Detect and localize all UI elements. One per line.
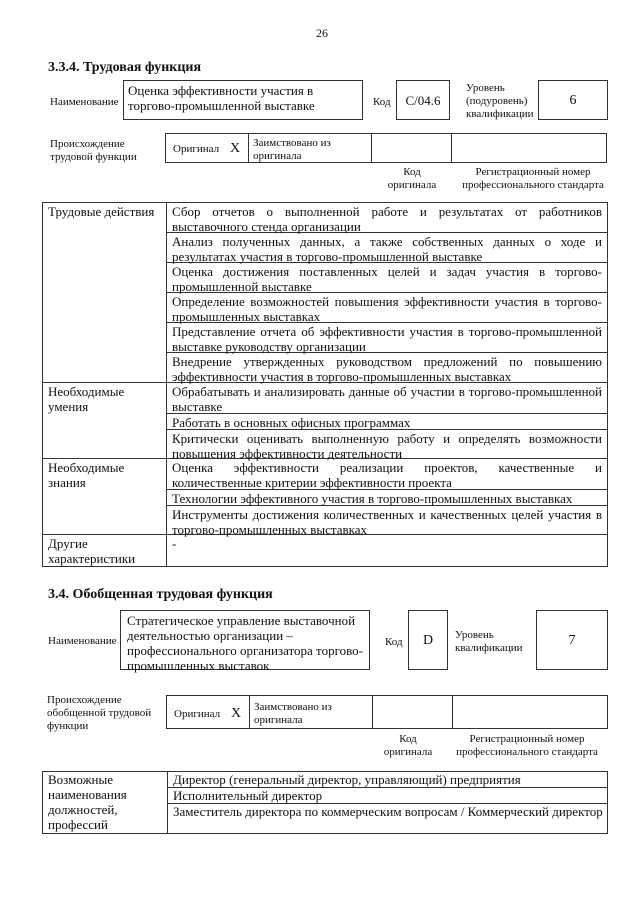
level-label: Уровень (подуровень) квалификации: [466, 82, 534, 120]
skill-item: Обрабатывать и анализировать данные об участии в торгово-промышленной выставке: [172, 384, 602, 414]
name-label: Наименование: [50, 96, 119, 108]
labor-action-item: Сбор отчетов о выполненной работе и результатах от работников выставочного стенда организации: [172, 204, 602, 234]
section-heading-3-4: 3.4. Обобщенная трудовая функция: [48, 587, 273, 602]
function-name-value: Оценка эффективности участия в торгово-промышленной выставке: [128, 83, 315, 113]
positions-label: Возможные наименования должностей, профессий: [48, 772, 127, 832]
code-label: Код: [373, 96, 391, 108]
borrowed-label: Заимствовано из оригинала: [253, 137, 331, 162]
original-mark: X: [231, 706, 242, 721]
other-item: -: [172, 536, 177, 551]
level-label: Уровень квалификации: [455, 629, 523, 654]
level-box: [536, 610, 608, 670]
knowledge-item: Инструменты достижения количественных и качественных целей участия в торгово-промышленных выставках: [172, 507, 602, 537]
labor-action-item: Оценка достижения поставленных целей и задач участия в торгово-промышленной выставке: [172, 264, 602, 294]
position-item: Исполнительный директор: [173, 788, 323, 803]
code-box: [396, 80, 450, 120]
level-value: 7: [568, 633, 576, 648]
level-box: [538, 80, 608, 120]
borrowed-label: Заимствовано из оригинала: [254, 701, 332, 726]
knowledge-item: Технологии эффективного участия в торгово-промышленных выставках: [172, 491, 573, 506]
origin-table: [166, 695, 608, 729]
generalized-function-name-value: Стратегическое управление выставочной деятельностью организации – профессионального организатора торгово-промышленных выставок: [127, 613, 363, 673]
origin-table: [165, 133, 607, 163]
positions-table: [42, 771, 608, 834]
origin-label: Происхождение трудовой функции: [50, 138, 137, 163]
code-box: [408, 610, 448, 670]
original-label: Оригинал: [174, 708, 221, 720]
row-label-knowledge: Необходимые знания: [48, 460, 125, 490]
position-item: Заместитель директора по коммерческим вопросам / Коммерческий директор: [173, 804, 603, 819]
row-label-other: Другие характеристики: [48, 536, 136, 566]
name-label: Наименование: [48, 635, 117, 647]
origin-label: Происхождение обобщенной трудовой функции: [47, 694, 152, 732]
knowledge-item: Оценка эффективности реализации проектов, качественные и количественные критерии эффективности проекта: [172, 460, 602, 490]
labor-action-item: Анализ полученных данных, а также собственных данных о ходе и результатах участия в торгово-промышленной выставке: [172, 234, 602, 264]
code-original-caption: Код оригинала: [383, 733, 433, 758]
row-label-skills: Необходимые умения: [48, 384, 125, 414]
labor-action-item: Представление отчета об эффективности участия в торгово-промышленной выставке руководству организации: [172, 324, 602, 354]
generalized-function-name-box: [120, 610, 370, 673]
page-number: 26: [316, 26, 328, 40]
original-mark: X: [230, 141, 241, 156]
level-value: 6: [569, 93, 577, 108]
original-label: Оригинал: [173, 143, 220, 155]
labor-action-item: Определение возможностей повышения эффективности участия в торгово-промышленных выставках: [172, 294, 602, 324]
skill-item: Критически оценивать выполненную работу и определять возможности повышения эффективности деятельности: [172, 431, 602, 461]
labor-action-item: Внедрение утвержденных руководством предложений по повышению эффективности участия в торгово-промышленных выставках: [172, 354, 602, 384]
code-value: C/04.6: [405, 93, 441, 108]
reg-number-caption: Регистрационный номер профессионального стандарта: [456, 733, 598, 758]
code-original-caption: Код оригинала: [387, 166, 437, 191]
position-item: Директор (генеральный директор, управляющий) предприятия: [173, 772, 521, 787]
function-details-table: [42, 202, 608, 567]
skill-item: Работать в основных офисных программах: [172, 415, 411, 430]
row-label-labor-actions: Трудовые действия: [48, 204, 155, 219]
code-label: Код: [385, 636, 403, 648]
code-value: D: [422, 633, 434, 648]
function-name-box: [123, 80, 363, 120]
section-heading-3-3-4: 3.3.4. Трудовая функция: [48, 60, 202, 75]
reg-number-caption: Регистрационный номер профессионального стандарта: [462, 166, 604, 191]
